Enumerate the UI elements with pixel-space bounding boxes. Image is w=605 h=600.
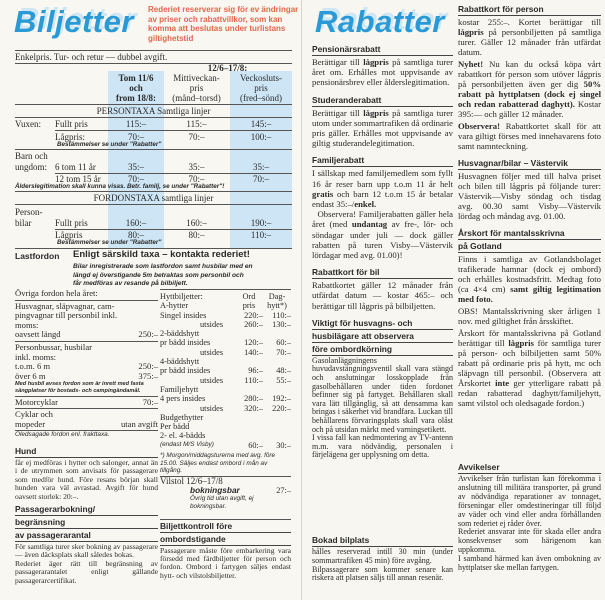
divider: [15, 117, 292, 118]
text: 60:–: [248, 440, 263, 450]
text-segment: Kostar 395:— och gäller 12 månader.: [458, 99, 601, 119]
price: 190:–: [250, 218, 272, 228]
age-label: 12 tom 15 år: [55, 174, 101, 184]
paragraph: [458, 121, 601, 151]
text: pris: [242, 301, 256, 311]
text: t.o.m. 6 m: [15, 361, 51, 372]
text: Årskort för mantalsskrivna: [458, 228, 601, 240]
text: Biljettkontroll före: [160, 521, 291, 533]
divider: [15, 191, 292, 192]
paragraph: [458, 254, 601, 304]
lagpris-label: Lågpris:: [55, 132, 85, 142]
text-segment: lågpris: [508, 338, 534, 348]
divider: [15, 204, 292, 205]
text: pingvagnar till personbil inkl.: [15, 310, 118, 321]
paragraph: [458, 59, 601, 119]
col-header-3: [230, 73, 292, 103]
text: 2- el. 4-bädds: [160, 431, 206, 441]
text-segment: samt giltig legitimation med foto.: [458, 284, 601, 304]
text: pr bädd insides: [160, 338, 211, 348]
text: I samband härmed kan även ombokning av hyttplatser ske mellan fartygen.: [458, 554, 601, 573]
text: pr bädd insides: [160, 366, 211, 376]
text: Budgethytter: [160, 412, 204, 422]
lagpris-label: Lågpris: [55, 230, 83, 240]
hytt-row: [160, 431, 291, 440]
paragraph: [458, 328, 601, 408]
text: 48:–: [276, 366, 291, 376]
text-segment: på samtliga turer utom under sommartrafiken då ordinarie pris gäller. Erhålles mot uppvisande av giltig studerandelegitimation.: [312, 107, 453, 149]
text-segment: ger ytterligare rabatt på redan rabatterad daghytt/familjehytt, samt vilstol och oledsagade fordon.): [458, 378, 602, 408]
price: 115:–: [125, 119, 147, 129]
hyttbiljetter-section: [160, 289, 291, 580]
paragraph: [458, 171, 601, 221]
age-label: 6 tom 11 år: [55, 162, 96, 172]
text-segment: I sällskap med familjemedlem som fyllt 16 år reser barn upp t.o.m 11 år helt: [312, 168, 453, 189]
text: på Gotland: [458, 241, 601, 253]
text: Med husbil avses fordon som är inrett med fasta sängplatser för bostads- och campingändamål.: [15, 381, 144, 394]
biljetter-title: Biljetter: [14, 4, 134, 39]
text: och: [129, 83, 143, 93]
fullt-pris-label: Fullt pris: [55, 119, 88, 129]
text: Vilstol 12/6–17/8: [160, 476, 291, 486]
familj-section: [312, 155, 453, 260]
text-segment: Rabattkortet gäller 12 månader från utfärdat datum — kostar 465:– och berättigar till lågpris på bilbiljetten.: [312, 280, 453, 311]
text: 250:–: [138, 329, 158, 340]
pension-section: [312, 44, 453, 88]
divider: [160, 519, 291, 581]
paragraph: [458, 306, 601, 326]
price: 160:–: [186, 218, 207, 228]
text-segment: Årskort för mantalsskrivna på Gotland berättigar till: [458, 328, 601, 348]
price: 35:–: [252, 162, 269, 172]
text: 130:–: [272, 319, 291, 329]
text: 320:–: [244, 403, 263, 413]
divider: [160, 441, 291, 450]
paragraph: [312, 57, 453, 88]
text: inkl. moms:: [15, 351, 57, 362]
text: pris: [189, 83, 204, 93]
divider: [15, 372, 158, 382]
rules-note: Bestämmelser se under "Rabatter": [57, 239, 162, 246]
intro-text: Enkelpris. Tur- och retur — dubbel avgift.: [15, 52, 168, 62]
text: 280:–: [244, 394, 263, 404]
lastfordon-label: Lastfordon: [15, 251, 60, 261]
price: 35:–: [127, 162, 144, 172]
personbil-label: bilar: [15, 218, 32, 228]
text: (endast M/S Visby): [160, 440, 214, 448]
hytt-row: [160, 338, 291, 347]
paragraph: [312, 168, 453, 209]
text: mopeder: [15, 418, 46, 429]
text: bokningsbar: [190, 485, 240, 496]
avvikelser-section: [458, 462, 601, 573]
text-segment: gratis: [312, 188, 334, 199]
bilkort-section: [312, 267, 453, 311]
price: 70:–: [127, 174, 144, 184]
text-segment: på samtliga turer året om. Erhålles mot uppvisande av pensionärsbrev eller ålderslegitimation.: [312, 57, 453, 88]
text: Husvagnar, släpvagnar, cam-: [15, 300, 115, 311]
personbil-label: Person-: [15, 207, 43, 217]
divider: [15, 104, 292, 105]
text-segment: enkel.: [354, 199, 377, 210]
divider: [160, 292, 291, 301]
divider: [15, 409, 158, 431]
student-section: [312, 95, 453, 149]
text: 110:–: [272, 310, 291, 320]
text-segment: för samtliga turer på person- och bilbiljetten samt 50% rabatt på ordinarie pris på hytt, mc och släpvagn till personbil. (Observera att Årskortet: [458, 338, 602, 388]
text-segment: lågpris: [363, 107, 389, 118]
text: Hyttbiljetter:: [160, 292, 203, 301]
text: (fred–sönd): [240, 93, 282, 103]
paragraph: [312, 280, 453, 311]
hytt-row: [160, 348, 291, 357]
text: Avvikelser från turlistan kan förekomma i anslutning till militära transporter, på grund av nödvändiga reparationer av tonnaget, förseningar eller omdestineringar till följd av väder och vind eller andra förhållanden som rederiet ej råder över.: [458, 474, 601, 528]
text: 60:–: [276, 338, 291, 348]
price: 70:–: [188, 174, 205, 184]
text: Hund: [15, 446, 158, 458]
price: 160:–: [125, 218, 147, 228]
text: För samtliga turer sker bokning av passagerare — även däcksplats skall således bokas.: [15, 542, 158, 560]
text: Cyklar och: [15, 409, 53, 420]
text: Bilpassagerare som kommer senare kan riskera att platsen säljs till annan resenär.: [312, 564, 453, 583]
hytt-row: [160, 320, 291, 329]
ungdom-label: ungdom:: [15, 162, 48, 172]
divider: [15, 50, 292, 51]
text: Per bädd: [160, 422, 190, 432]
divider: [55, 130, 292, 131]
price: 110:–: [250, 230, 272, 240]
text: utsides: [200, 347, 224, 357]
text: längd ej överstigande 5m betraktas som personbil och: [73, 271, 244, 279]
price: 80:–: [127, 230, 144, 240]
text: Oledsagade fordon enl. frakttaxa.: [15, 431, 110, 439]
text-segment: Finns i samtliga av Gotlandsbolaget trafikerade hamnar (dock ej ombord) och erhålles kostnadsfritt. Medtag foto (ca 4×4 cm): [458, 254, 601, 294]
hytt-row: [160, 357, 291, 366]
col-header-2: [163, 73, 230, 103]
barn-label: Barn och: [15, 151, 48, 161]
text-segment: kostar 255:–. Kortet berättigar till: [458, 17, 601, 27]
text: I vissa fall kan nedmontering av TV-antenn m.m. vara nödvändig, personalen i färjelägena ger upplysning om detta.: [312, 433, 453, 460]
divider: [15, 397, 158, 410]
text-segment: Nu kan du också köpa vårt rabattkort för person som utöver lågpris på personbiljetten även ger dig: [458, 59, 601, 89]
text-segment: inte: [495, 378, 510, 388]
text: Rabattkort för person: [458, 4, 601, 16]
text: 120:–: [244, 338, 263, 348]
text-segment: lågpris: [458, 27, 484, 37]
text: 4-bäddshytt: [160, 357, 200, 367]
price: 80:–: [188, 230, 205, 240]
fullt-pris-label: Fullt pris: [55, 218, 88, 228]
paragraph: [312, 108, 453, 149]
text-segment: OBS! Mantalsskrivning sker årligen 1 nov. med giltighet från årsskiftet.: [458, 306, 601, 326]
divider: [15, 149, 292, 150]
text-segment: Observera!: [458, 121, 500, 131]
text: 2-bäddshytt: [160, 329, 200, 339]
text: 70:–: [142, 396, 158, 407]
text: Rederiet äger rätt till begränsning av passagerarantalet enligt gällande passagerarcertifikat.: [15, 558, 158, 585]
viktigt-section: [312, 318, 453, 460]
text: 55:–: [276, 375, 291, 385]
text-segment: Rabattkortet skall för att vara giltigt förses med innehavarens foto samt namnteckning.: [458, 121, 601, 151]
text: Tom 11/6: [118, 73, 154, 83]
paragraph: [458, 17, 601, 57]
divider: [15, 330, 158, 340]
text-segment: undantag: [351, 219, 388, 230]
period-header: 12/6–17/8:: [207, 63, 248, 73]
text: Studeranderabatt: [312, 95, 453, 107]
text: oavsett längd: [15, 329, 61, 340]
hytt-row: [160, 394, 291, 403]
text-segment: lågpris: [363, 57, 389, 67]
text: 260:–: [244, 319, 263, 329]
divider: [15, 342, 158, 397]
text: Bokad bilplats: [312, 535, 453, 547]
age-note: Ålderslegitimation skall kunna visas. Betr. familj, se under "Rabatter"!: [15, 183, 225, 190]
hund-section: [15, 446, 158, 585]
text: Ord: [242, 292, 256, 301]
text: Rederiet ansvarar inte för skada eller andra konsekvenser som härigenom kan uppkomma.: [458, 527, 601, 555]
text: husbilägare att observera: [312, 331, 453, 343]
text-segment: av fre-, lör- och söndagar under juli — dock gäller rabatten på turen Visby—Västervik lördagar med avg. 01.00)!: [312, 219, 453, 261]
text: begränsning: [15, 517, 158, 529]
rabatter-page: [303, 0, 605, 600]
rabatter-column-1: [312, 44, 453, 467]
text: 4 pers insides: [160, 394, 206, 404]
text: får medföras av resande på bilbiljett.: [73, 280, 188, 287]
text: före ombordkörning: [312, 344, 453, 356]
text-segment: på personbiljetten på samtliga turer. Gäller 12 månader från utfärdat datum.: [458, 27, 601, 57]
text: 220:–: [272, 403, 291, 413]
biljetter-page: [0, 0, 302, 600]
hytt-row: [160, 404, 291, 413]
text: ombordstigande: [160, 534, 291, 546]
rabatter-title: Rabatter: [315, 4, 445, 39]
text: 250:–: [138, 361, 158, 372]
hytt-row: [160, 422, 291, 431]
divider: [15, 301, 158, 342]
text: utsides: [200, 319, 224, 329]
col-header-1: [108, 73, 164, 103]
text: 30:–: [276, 440, 291, 450]
personkort-section: [458, 4, 601, 151]
hytt-row: [160, 413, 291, 422]
hytt-row: [160, 366, 291, 375]
text-segment: 50% rabatt på hyttplatsen (dock ej singel och redan rabatterad daghytt).: [458, 79, 601, 109]
text: av passagerarantal: [15, 530, 158, 542]
bokad-section: [312, 535, 453, 583]
text: *) Morgon/middagsturerna med avg. före 15.00. Säljes endast ombord i mån av tillgång.: [160, 452, 276, 475]
lastfordon-text: Enligt särskild taxa – kontakta rederiet!: [73, 249, 250, 260]
notice-text: Rederiet reserverar sig för ev ändringar av priser och rabattvillkor, som kan komma att beslutas under turlistans giltighetstid: [148, 5, 299, 43]
hytt-row: [160, 376, 291, 385]
text: Motorcyklar: [15, 396, 58, 407]
text: Singel insides: [160, 310, 207, 320]
text: Mittiveckan-: [173, 73, 220, 83]
text: Övrig tid utan avgift, ej bokningsbar.: [190, 495, 254, 511]
text: Pensionärsrabatt: [312, 44, 453, 56]
text: moms:: [15, 319, 39, 330]
text: utsides: [200, 375, 224, 385]
text: Passagerarbokning/: [15, 504, 158, 516]
vuxen-label: Vuxen:: [15, 119, 41, 129]
text: from 18/8:: [115, 93, 157, 103]
text: Familjehytt: [160, 384, 199, 394]
text-segment: Husvagnen följer med till halva priset och bilen till lågpris på följande turer: Västervik—Visby söndag och tisdag avg. 00.30 samt Visby—Västervik lördag och måndag avg. 01.00.: [458, 171, 601, 221]
text: Veckosluts-: [240, 73, 282, 83]
fordonstaxa-header: FORDONSTAXA samtliga linjer: [93, 193, 214, 203]
text: 70:–: [276, 347, 291, 357]
text: 220:–: [244, 310, 263, 320]
price: 100:–: [250, 132, 272, 142]
text: 27:–: [276, 486, 291, 496]
lastfordon-note: [73, 263, 253, 289]
text: Passagerare måste före embarkering vara försedd med färdbiljetter för person och fordon. Ombord i fartygen säljes endast hytt- och vilstolsbiljetter.: [160, 545, 291, 580]
text: 140:–: [244, 347, 263, 357]
ovriga-fordon-section: [15, 289, 158, 439]
rules-note: Bestämmelser se under "Rabatter": [57, 141, 162, 148]
divider: [15, 420, 158, 430]
price: 145:–: [250, 119, 272, 129]
text: 110:–: [244, 375, 263, 385]
text: Dag-: [268, 292, 286, 301]
text: (månd–torsd): [172, 93, 221, 103]
paragraph: [312, 209, 453, 260]
price: 70:–: [188, 132, 205, 142]
price: 35:–: [188, 162, 205, 172]
text-segment: Berättigar till: [312, 57, 364, 67]
arskort-section: [458, 228, 601, 408]
price: 70:–: [252, 174, 269, 184]
text: Viktigt för husvagns- och: [312, 318, 453, 330]
text: Rabattkort för bil: [312, 267, 453, 279]
text: Husvagnar/bilar – Västervik: [458, 158, 601, 170]
vastervik-section: [458, 158, 601, 221]
text: utsides: [200, 403, 224, 413]
text-segment: Berättigar till: [312, 107, 364, 118]
text-segment: och barn 12 t.o.m 15 år betalar endast 35:–/: [312, 188, 453, 210]
rabatter-column-2: [458, 4, 601, 415]
text: A-hytter: [160, 301, 189, 311]
text: Gasolanläggningens huvudavstängningsventil skall vara stängd och anslutningar losskopplade från gasolbehållaren under tiden fordonet befinner sig på fartyget. Behållaren skall vara lätt tillgänglig, så att densamma kan bringas i säkerhet vid brandfara. Luckan till behållarens förvaringsplats skall vara olåst och på utsidan märkt med varningsetikett.: [312, 355, 453, 434]
text: pris: [254, 83, 268, 93]
hytt-row: [160, 301, 291, 310]
divider: [160, 301, 291, 440]
text: Personbussar, husbilar: [15, 341, 92, 352]
text: hålles reserverad intill 30 min (under sommartrafiken 45 min) före avgång.: [312, 547, 453, 565]
text: 192:–: [272, 394, 291, 404]
persontaxa-header: PERSONTAXA Samtliga linjer: [96, 106, 211, 116]
text: 375:–: [138, 370, 158, 381]
price: 115:–: [186, 119, 207, 129]
text: 96:–: [248, 366, 263, 376]
text: Bilar inregistrerade som lastfordon samt husbilar med en: [73, 263, 253, 270]
text: utan avgift: [121, 418, 158, 429]
text: Avvikelser: [458, 462, 601, 474]
price: 70:–: [127, 132, 144, 142]
hytt-row: [160, 329, 291, 338]
ovriga-title: Övriga fordon hela året:: [15, 289, 158, 301]
text: över 6 m: [15, 370, 46, 381]
text: hytt*): [267, 301, 287, 311]
text-segment: Nyhet!: [458, 59, 484, 69]
text: får ej medföras i hytter och salonger, annat än i de utrymmen som anvisats för passagerare som medför hund. Före resans början skall hunden vara väl avrastad. Avgift för hund oavsett storlek: 20:–.: [15, 458, 158, 501]
text: Familjerabatt: [312, 155, 453, 167]
hytt-row: [160, 311, 291, 320]
hytt-row: [160, 385, 291, 394]
text-segment: Observera! Familjerabatten gäller hela året (med: [312, 209, 453, 230]
